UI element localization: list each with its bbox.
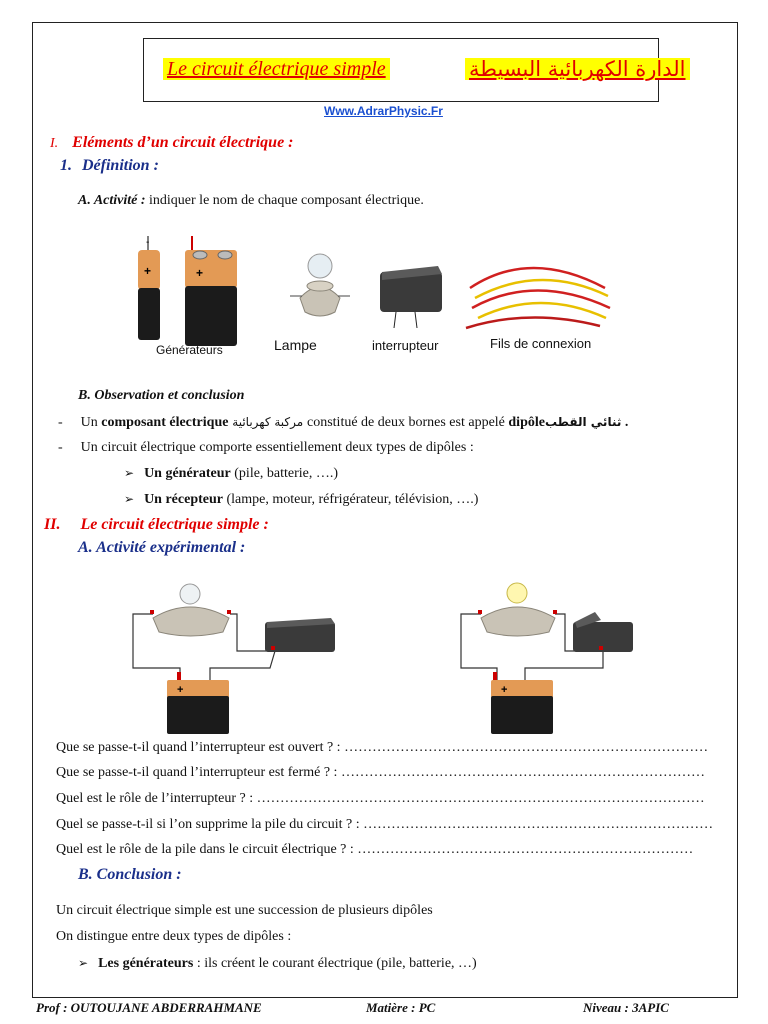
question-1: Que se passe-t-il quand l’interrupteur est ouvert ? : …………………………………………………………………… — [56, 740, 709, 755]
footer-prof: Prof : OUTOUJANE ABDERRAHMANE — [36, 1000, 262, 1015]
closed-circuit-image — [461, 583, 633, 734]
bullet1-arabic-b: ثنائي القطب — [544, 415, 622, 429]
question-4: Quel se passe-t-il si l’on supprime la pile du circuit ? : ………………………………………………………………… — [56, 817, 714, 832]
wires-image — [466, 268, 610, 328]
switch-image — [380, 266, 442, 328]
bullet1-text-a: Un — [80, 415, 102, 430]
bullet-line-1 — [58, 414, 628, 431]
circuits-figure — [125, 576, 645, 740]
experimental-heading: A. Activité expérimental : — [78, 539, 246, 556]
label-generators: Générateurs — [156, 343, 223, 357]
dash-1: - — [58, 415, 63, 430]
conclusion-item-bold: Les générateurs — [98, 956, 194, 971]
bullet1-bold-a: composant électrique — [101, 415, 229, 430]
activity-label: A. Activité : — [78, 193, 146, 208]
footer-matiere: Matière : PC — [366, 1000, 436, 1015]
title-french: Le circuit électrique simple — [163, 58, 390, 80]
section-1-number: I. — [50, 136, 59, 151]
arrow-bullet-icon: ➢ — [78, 956, 89, 970]
section-2-number: II. — [44, 516, 61, 533]
section-1-heading — [50, 134, 294, 152]
conclusion-item-rest: : ils créent le courant électrique (pile, batterie, …) — [193, 956, 477, 971]
definition-number: 1. — [60, 157, 72, 174]
components-figure — [130, 228, 640, 360]
bullet1-arabic-a: مركبة كهربائية — [228, 415, 307, 429]
conclusion-line-2: On distingue entre deux types de dipôles : — [56, 929, 292, 944]
question-2: Que se passe-t-il quand l’interrupteur est fermé ? : …………………………………………………………………… — [56, 765, 705, 780]
section-1-title: Eléments d’un circuit électrique : — [72, 134, 294, 151]
item1-bold: Un générateur — [144, 466, 231, 481]
question-5: Quel est le rôle de la pile dans le circuit électrique ? : ……………………………………………………………… — [56, 842, 694, 857]
cylinder-battery-image — [138, 236, 160, 340]
footer-niveau: Niveau : 3APIC — [583, 1000, 669, 1015]
svg-text:+: + — [177, 684, 184, 696]
dash-2: - — [58, 440, 63, 455]
observation-title: B. Observation et conclusion — [78, 388, 245, 403]
arrow-bullet-icon: ➢ — [124, 466, 135, 480]
bullet1-end: . — [621, 415, 629, 430]
activity-text: indiquer le nom de chaque composant électrique. — [145, 193, 424, 208]
label-lamp: Lampe — [274, 337, 317, 353]
bullet2-text: Un circuit électrique comporte essentiellement deux types de dipôles : — [80, 440, 474, 455]
observation-heading — [78, 388, 244, 404]
website-link[interactable]: Www.AdrarPhysic.Fr — [324, 104, 443, 118]
section-2-heading — [44, 516, 269, 534]
section-2-title: Le circuit électrique simple : — [80, 516, 269, 533]
definition-title: Définition : — [82, 157, 159, 174]
label-wires: Fils de connexion — [490, 336, 592, 351]
definition-heading — [60, 157, 159, 175]
open-circuit-image — [133, 584, 335, 734]
question-3: Quel est le rôle de l’interrupteur ? : …………………………………………………………………………………… — [56, 791, 705, 806]
bullet1-text-b: constitué de deux bornes est appelé — [307, 415, 509, 430]
svg-text:+: + — [144, 264, 152, 278]
svg-text:+: + — [501, 684, 508, 696]
label-switch: interrupteur — [372, 338, 439, 353]
list-item-receiver — [124, 491, 478, 508]
title-arabic: الدارة الكهربائية البسيطة — [465, 58, 690, 80]
arrow-bullet-icon: ➢ — [124, 492, 135, 506]
bullet1-bold-b: dipôle — [508, 415, 545, 430]
activity-line — [78, 193, 424, 209]
flat-battery-image — [185, 236, 237, 346]
item2-bold: Un récepteur — [144, 492, 223, 507]
conclusion-line-1: Un circuit électrique simple est une succession de plusieurs dipôles — [56, 903, 433, 918]
svg-text:-: - — [146, 237, 150, 248]
list-item-generator — [124, 465, 338, 482]
item2-rest: (lampe, moteur, réfrigérateur, télévision, ….) — [222, 492, 479, 507]
svg-text:+: + — [196, 266, 204, 280]
bullet-line-2 — [58, 440, 474, 456]
item1-rest: (pile, batterie, ….) — [230, 466, 339, 481]
lamp-image — [290, 254, 350, 316]
conclusion-item-generators — [78, 955, 477, 972]
conclusion-heading: B. Conclusion : — [78, 866, 182, 883]
